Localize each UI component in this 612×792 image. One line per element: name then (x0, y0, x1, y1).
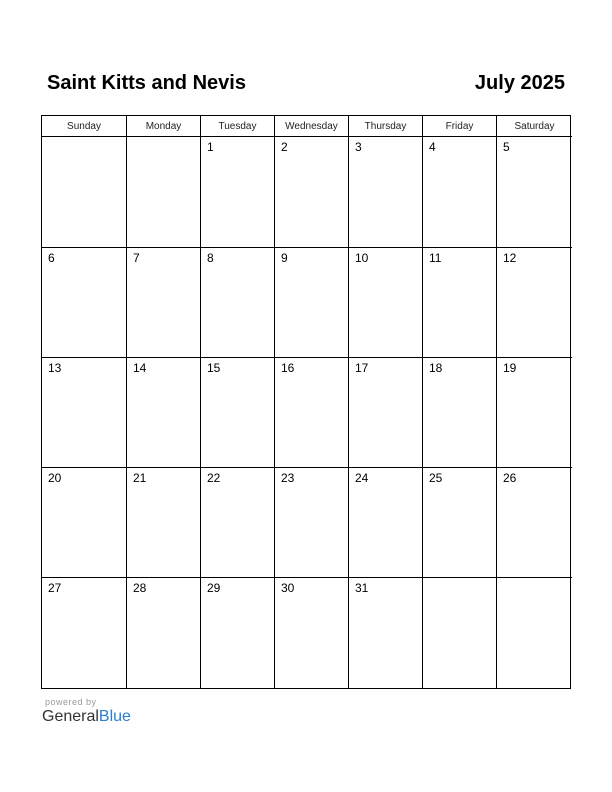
day-cell: 25 (423, 468, 497, 578)
weekday-header-sunday: Sunday (42, 116, 127, 137)
day-cell: 3 (349, 137, 423, 248)
weekday-header-wednesday: Wednesday (275, 116, 349, 137)
day-cell: 15 (201, 358, 275, 468)
day-cell: 21 (127, 468, 201, 578)
day-cell: 4 (423, 137, 497, 248)
day-cell: 22 (201, 468, 275, 578)
weekday-header-saturday: Saturday (497, 116, 572, 137)
day-cell: 29 (201, 578, 275, 688)
day-cell: 24 (349, 468, 423, 578)
day-cell: 13 (42, 358, 127, 468)
weekday-header-tuesday: Tuesday (201, 116, 275, 137)
day-cell: 16 (275, 358, 349, 468)
day-cell (497, 578, 572, 688)
weekday-header-thursday: Thursday (349, 116, 423, 137)
day-cell: 26 (497, 468, 572, 578)
day-cell (42, 137, 127, 248)
powered-by-label: powered by (45, 697, 97, 707)
day-cell: 5 (497, 137, 572, 248)
brand-text-blue: Blue (98, 708, 131, 725)
day-cell: 31 (349, 578, 423, 688)
day-cell: 27 (42, 578, 127, 688)
day-cell: 2 (275, 137, 349, 248)
day-cell: 17 (349, 358, 423, 468)
day-cell: 14 (127, 358, 201, 468)
calendar-title: Saint Kitts and Nevis (47, 72, 246, 94)
weekday-header-monday: Monday (127, 116, 201, 137)
calendar-grid (41, 115, 571, 689)
day-cell: 19 (497, 358, 572, 468)
day-cell: 10 (349, 248, 423, 358)
day-cell: 7 (127, 248, 201, 358)
day-cell: 6 (42, 248, 127, 358)
day-cell: 20 (42, 468, 127, 578)
day-cell: 30 (275, 578, 349, 688)
day-cell: 9 (275, 248, 349, 358)
weekday-header-friday: Friday (423, 116, 497, 137)
day-cell: 12 (497, 248, 572, 358)
generalblue-logo[interactable] (42, 708, 131, 726)
day-cell (423, 578, 497, 688)
day-cell: 23 (275, 468, 349, 578)
day-cell: 1 (201, 137, 275, 248)
day-cell: 11 (423, 248, 497, 358)
month-year-label: July 2025 (474, 72, 565, 94)
day-cell: 28 (127, 578, 201, 688)
brand-text-general: General (42, 708, 99, 725)
day-cell: 8 (201, 248, 275, 358)
day-cell: 18 (423, 358, 497, 468)
day-cell (127, 137, 201, 248)
